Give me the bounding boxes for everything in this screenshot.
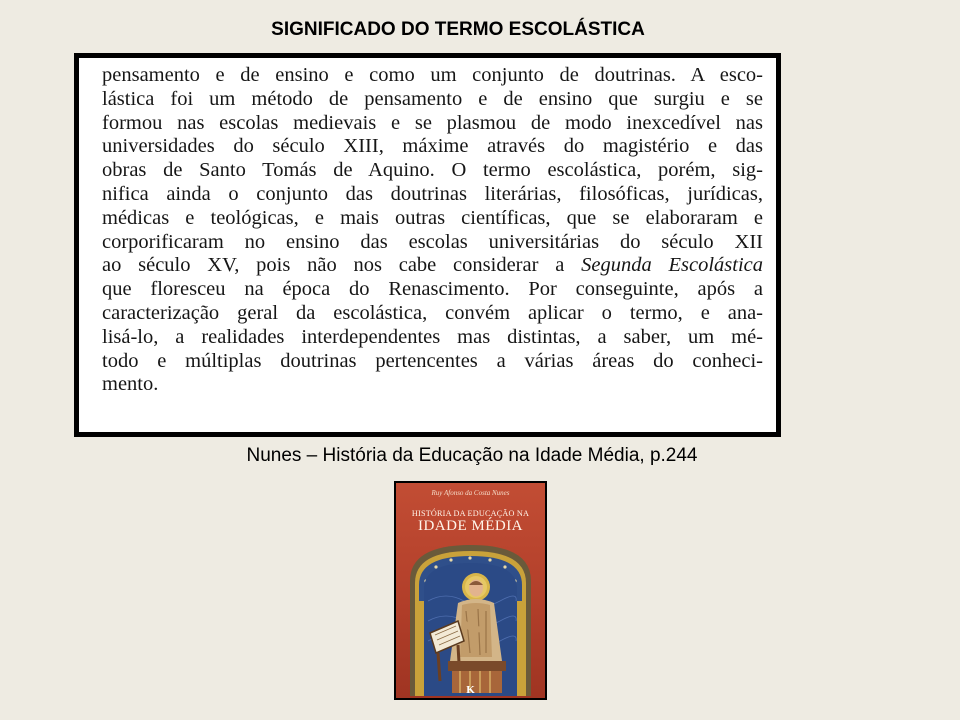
excerpt-line-text: ao século XV, pois não nos cabe considerar a xyxy=(102,254,565,277)
book-title-line-2: IDADE MÉDIA xyxy=(417,518,524,534)
excerpt-line: obras de Santo Tomás de Aquino. O termo escolástica, porém, sig- xyxy=(102,159,763,182)
excerpt-line xyxy=(102,254,763,278)
excerpt-line: corporificaram no ensino das escolas universitárias do século XII xyxy=(102,230,763,253)
excerpt-line: pensamento e de ensino e como um conjunto de doutrinas. A esco- xyxy=(102,64,763,86)
slide-title: SIGNIFICADO DO TERMO ESCOLÁSTICA xyxy=(271,19,645,40)
publisher-logo: K xyxy=(466,684,475,696)
excerpt-line: nifica ainda o conjunto das doutrinas literárias, filosóficas, jurídicas, xyxy=(102,182,763,205)
book-cover-image xyxy=(394,481,547,700)
excerpt-line: caracterização geral da escolástica, convém aplicar o termo, e ana- xyxy=(102,301,763,324)
excerpt-line: que floresceu na época do Renascimento. Por conseguinte, após a xyxy=(102,278,763,301)
excerpt-italic-phrase: Segunda Escolástica xyxy=(581,254,763,277)
illuminated-scribe-illustration xyxy=(406,541,535,696)
book-title-line-1: HISTÓRIA DA EDUCAÇÃO NA xyxy=(411,509,530,518)
book-author: Ruy Afonso da Costa Nunes xyxy=(431,489,510,497)
excerpt-line: universidades do século XIII, máxime através do magistério e das xyxy=(102,135,763,158)
excerpt-line: lástica foi um método de pensamento e de ensino que surgiu e se xyxy=(102,87,763,110)
excerpt-line: todo e múltiplas doutrinas pertencentes a várias áreas do conheci- xyxy=(102,349,763,372)
citation-caption: Nunes – História da Educação na Idade Média, p.244 xyxy=(246,445,698,466)
excerpt-line: formou nas escolas medievais e se plasmou de modo inexcedível nas xyxy=(102,111,763,134)
excerpt-line: lisá-lo, a realidades interdependentes mas distintas, a saber, um mé- xyxy=(102,325,763,348)
excerpt-line: mento. xyxy=(102,373,159,396)
scanned-text-excerpt xyxy=(74,53,781,437)
excerpt-line: médicas e teológicas, e mais outras científicas, que se elaboraram e xyxy=(102,206,763,229)
